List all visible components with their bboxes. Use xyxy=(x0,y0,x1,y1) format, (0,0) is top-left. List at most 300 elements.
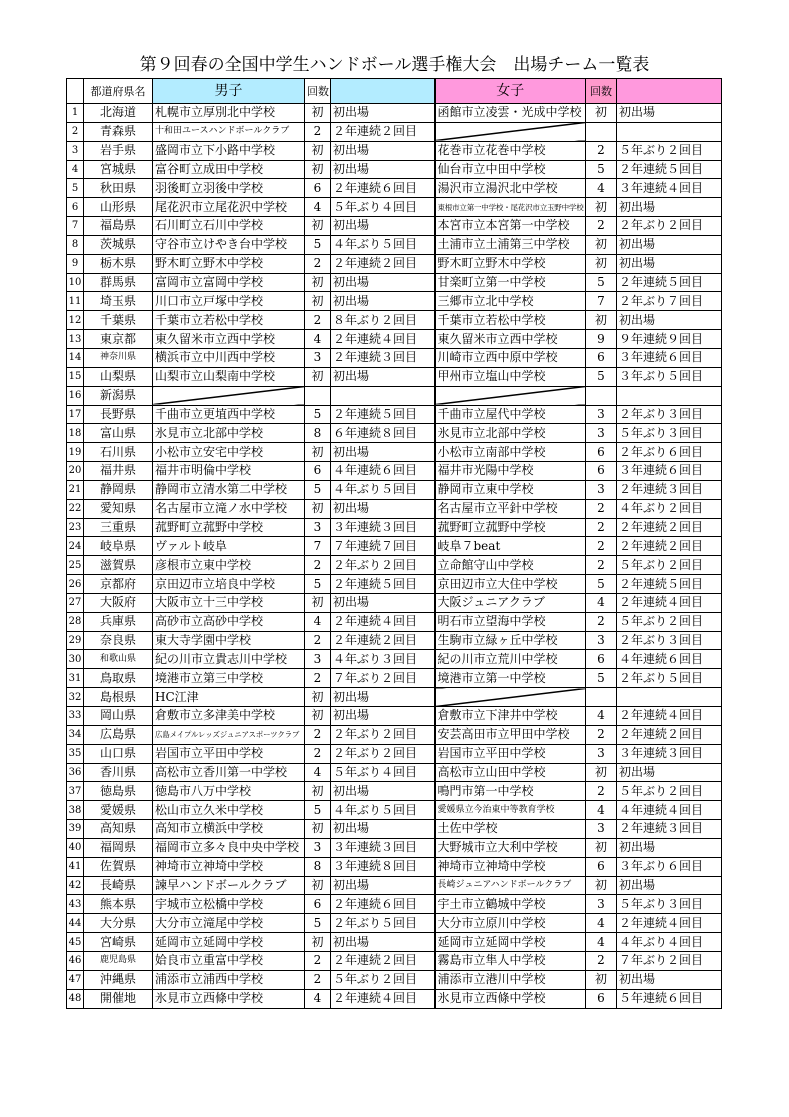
boys-count-cell: 8 xyxy=(305,424,331,443)
boys-team-cell: 野木町立野木中学校 xyxy=(153,254,305,273)
prefecture-cell: 石川県 xyxy=(84,443,153,462)
boys-team-cell: 菰野町立菰野中学校 xyxy=(153,518,305,537)
boys-count-cell: 4 xyxy=(305,198,331,217)
prefecture-cell: 徳島県 xyxy=(84,782,153,801)
row-number: 32 xyxy=(67,688,84,707)
prefecture-cell: 福井県 xyxy=(84,462,153,481)
girls-history-cell: ５年ぶり２回目 xyxy=(617,782,722,801)
prefecture-cell: 茨城県 xyxy=(84,235,153,254)
boys-count-cell: 6 xyxy=(305,179,331,198)
row-number: 30 xyxy=(67,650,84,669)
boys-history-cell: ３年連続８回目 xyxy=(331,857,435,876)
boys-count-cell: 5 xyxy=(305,801,331,820)
prefecture-cell: 鳥取県 xyxy=(84,669,153,688)
row-number: 38 xyxy=(67,801,84,820)
girls-history-cell: ３年連続３回目 xyxy=(617,744,722,763)
prefecture-cell: 山形県 xyxy=(84,198,153,217)
girls-count-cell: 4 xyxy=(586,707,617,726)
girls-history-cell: ３年連続６回目 xyxy=(617,462,722,481)
boys-count-cell: 4 xyxy=(305,763,331,782)
girls-count-cell: 4 xyxy=(586,914,617,933)
prefecture-cell: 福岡県 xyxy=(84,838,153,857)
boys-team-cell: 神埼市立神埼中学校 xyxy=(153,857,305,876)
prefecture-cell: 静岡県 xyxy=(84,480,153,499)
boys-count-cell: 8 xyxy=(305,857,331,876)
girls-count-cell: 2 xyxy=(586,725,617,744)
boys-team-cell: 千曲市立更埴西中学校 xyxy=(153,405,305,424)
boys-history-cell: 初出場 xyxy=(331,688,435,707)
girls-count-cell: 3 xyxy=(586,405,617,424)
header-girls-count: 回数 xyxy=(586,79,617,104)
prefecture-cell: 岩手県 xyxy=(84,141,153,160)
girls-team-cell: 仙台市立中田中学校 xyxy=(435,160,586,179)
table-row xyxy=(67,330,722,349)
row-number: 20 xyxy=(67,462,84,481)
prefecture-cell: 京都府 xyxy=(84,575,153,594)
boys-count-cell: 初 xyxy=(305,160,331,179)
girls-count-cell: 初 xyxy=(586,970,617,989)
girls-team-cell: 霧島市立隼人中学校 xyxy=(435,951,586,970)
boys-team-cell: 大阪市立十三中学校 xyxy=(153,593,305,612)
row-number: 34 xyxy=(67,725,84,744)
boys-history-cell: ５年ぶり４回目 xyxy=(331,763,435,782)
boys-team-cell: 東大寺学園中学校 xyxy=(153,631,305,650)
girls-team-cell: 名古屋市立平針中学校 xyxy=(435,499,586,518)
boys-history-cell: ４年連続６回目 xyxy=(331,462,435,481)
girls-team-cell: 宇土市立鶴城中学校 xyxy=(435,895,586,914)
girls-count-cell: 9 xyxy=(586,330,617,349)
girls-team-cell: 函館市立凌雲・光成中学校 xyxy=(435,104,586,123)
girls-count-cell: 3 xyxy=(586,744,617,763)
prefecture-cell: 山口県 xyxy=(84,744,153,763)
boys-count-cell: 5 xyxy=(305,914,331,933)
prefecture-cell: 奈良県 xyxy=(84,631,153,650)
row-number: 31 xyxy=(67,669,84,688)
prefecture-cell: 栃木県 xyxy=(84,254,153,273)
boys-count-cell: 4 xyxy=(305,989,331,1008)
girls-history-cell: ２年ぶり７回目 xyxy=(617,292,722,311)
girls-count-cell: 6 xyxy=(586,650,617,669)
girls-count-cell: 6 xyxy=(586,462,617,481)
prefecture-cell: 兵庫県 xyxy=(84,612,153,631)
girls-history-cell: ５年ぶり２回目 xyxy=(617,141,722,160)
prefecture-cell: 岐阜県 xyxy=(84,537,153,556)
prefecture-cell: 神奈川県 xyxy=(84,348,153,367)
boys-history-cell: ２年連続５回目 xyxy=(331,405,435,424)
boys-history-cell: 初出場 xyxy=(331,273,435,292)
girls-history-cell: ２年連続４回目 xyxy=(617,593,722,612)
boys-team-cell: 尾花沢市立尾花沢中学校 xyxy=(153,198,305,217)
row-number: 35 xyxy=(67,744,84,763)
boys-count-cell: 初 xyxy=(305,443,331,462)
girls-count-cell: 6 xyxy=(586,348,617,367)
girls-history-cell: ３年連続４回目 xyxy=(617,179,722,198)
table-row xyxy=(67,669,722,688)
table-row xyxy=(67,104,722,123)
prefecture-cell: 福島県 xyxy=(84,217,153,236)
boys-count-cell: 初 xyxy=(305,367,331,386)
boys-count-cell: 3 xyxy=(305,348,331,367)
table-row xyxy=(67,311,722,330)
boys-count-cell: 5 xyxy=(305,405,331,424)
table-row xyxy=(67,575,722,594)
boys-history-cell: 初出場 xyxy=(331,160,435,179)
table-row xyxy=(67,970,722,989)
boys-team-cell: 京田辺市立培良中学校 xyxy=(153,575,305,594)
boys-count-cell: 2 xyxy=(305,970,331,989)
row-number: 9 xyxy=(67,254,84,273)
row-number: 21 xyxy=(67,480,84,499)
row-number: 13 xyxy=(67,330,84,349)
row-number: 37 xyxy=(67,782,84,801)
boys-team-cell: 千葉市立若松中学校 xyxy=(153,311,305,330)
table-row xyxy=(67,480,722,499)
prefecture-cell: 大分県 xyxy=(84,914,153,933)
boys-history-cell: ２年連続２回目 xyxy=(331,254,435,273)
boys-team-cell: 川口市立戸塚中学校 xyxy=(153,292,305,311)
row-number: 26 xyxy=(67,575,84,594)
boys-history-cell: 初出場 xyxy=(331,443,435,462)
boys-team-cell: 広島メイプルレッズジュニアスポーツクラブ xyxy=(153,725,305,744)
table-row xyxy=(67,688,722,707)
boys-history-cell: 初出場 xyxy=(331,593,435,612)
header-girls-history xyxy=(617,79,722,104)
girls-count-cell: 初 xyxy=(586,104,617,123)
boys-count-cell: 6 xyxy=(305,462,331,481)
row-number: 25 xyxy=(67,556,84,575)
girls-history-cell: ３年ぶり５回目 xyxy=(617,367,722,386)
prefecture-cell: 高知県 xyxy=(84,820,153,839)
girls-count-cell: 5 xyxy=(586,367,617,386)
prefecture-cell: 東京都 xyxy=(84,330,153,349)
girls-count-cell: 2 xyxy=(586,499,617,518)
girls-team-cell: 岩国市立平田中学校 xyxy=(435,744,586,763)
boys-history-cell: ４年ぶり３回目 xyxy=(331,650,435,669)
girls-count-cell: 2 xyxy=(586,612,617,631)
row-number: 43 xyxy=(67,895,84,914)
row-number: 23 xyxy=(67,518,84,537)
boys-team-cell: 延岡市立延岡中学校 xyxy=(153,933,305,952)
boys-count-cell: 初 xyxy=(305,820,331,839)
girls-history-cell: ５年ぶり２回目 xyxy=(617,556,722,575)
prefecture-cell: 秋田県 xyxy=(84,179,153,198)
girls-team-cell: 長崎ジュニアハンドボールクラブ xyxy=(435,876,586,895)
girls-count-cell: 初 xyxy=(586,198,617,217)
girls-history-cell: ２年連続３回目 xyxy=(617,820,722,839)
girls-history-cell: ３年連続６回目 xyxy=(617,348,722,367)
girls-history-cell: ２年ぶり６回目 xyxy=(617,443,722,462)
boys-team-cell: 十和田ユースハンドボールクラブ xyxy=(153,122,305,141)
row-number: 40 xyxy=(67,838,84,857)
girls-count-cell: 5 xyxy=(586,273,617,292)
boys-history-cell: ３年連続３回目 xyxy=(331,838,435,857)
boys-history-cell: ２年連続４回目 xyxy=(331,330,435,349)
girls-team-cell: 大阪ジュニアクラブ xyxy=(435,593,586,612)
boys-history-cell: ７年連続７回目 xyxy=(331,537,435,556)
boys-team-cell: 札幌市立厚別北中学校 xyxy=(153,104,305,123)
prefecture-cell: 岡山県 xyxy=(84,707,153,726)
boys-history-cell: 初出場 xyxy=(331,707,435,726)
girls-team-cell: 安芸高田市立甲田中学校 xyxy=(435,725,586,744)
table-row xyxy=(67,744,722,763)
table-row xyxy=(67,725,722,744)
girls-history-cell: ２年連続２回目 xyxy=(617,725,722,744)
table-row xyxy=(67,612,722,631)
girls-team-cell: 明石市立望海中学校 xyxy=(435,612,586,631)
row-number: 7 xyxy=(67,217,84,236)
girls-count-cell: 初 xyxy=(586,254,617,273)
boys-team-cell: 名古屋市立滝ノ水中学校 xyxy=(153,499,305,518)
boys-count-cell: 2 xyxy=(305,669,331,688)
boys-team-cell: 彦根市立東中学校 xyxy=(153,556,305,575)
row-number: 15 xyxy=(67,367,84,386)
boys-count-cell: 3 xyxy=(305,838,331,857)
girls-team-cell: 延岡市立延岡中学校 xyxy=(435,933,586,952)
table-row xyxy=(67,179,722,198)
girls-history-cell: 初出場 xyxy=(617,838,722,857)
table-row xyxy=(67,838,722,857)
boys-team-cell xyxy=(153,386,305,405)
boys-team-cell: 盛岡市立下小路中学校 xyxy=(153,141,305,160)
boys-history-cell: ２年連続３回目 xyxy=(331,348,435,367)
prefecture-cell: 佐賀県 xyxy=(84,857,153,876)
girls-team-cell: 東根市立第一中学校・尾花沢市立玉野中学校 xyxy=(435,198,586,217)
boys-team-cell: 静岡市立清水第二中学校 xyxy=(153,480,305,499)
row-number: 12 xyxy=(67,311,84,330)
boys-team-cell: ヴァルト岐阜 xyxy=(153,537,305,556)
row-number: 47 xyxy=(67,970,84,989)
girls-team-cell: 静岡市立東中学校 xyxy=(435,480,586,499)
boys-count-cell: 4 xyxy=(305,612,331,631)
prefecture-cell: 和歌山県 xyxy=(84,650,153,669)
boys-history-cell: 初出場 xyxy=(331,292,435,311)
table-row xyxy=(67,951,722,970)
boys-team-cell: 紀の川市立貴志川中学校 xyxy=(153,650,305,669)
row-number: 10 xyxy=(67,273,84,292)
row-number: 48 xyxy=(67,989,84,1008)
table-row xyxy=(67,292,722,311)
boys-team-cell: 横浜市立中川西中学校 xyxy=(153,348,305,367)
boys-history-cell: 初出場 xyxy=(331,782,435,801)
table-row xyxy=(67,386,722,405)
table-row xyxy=(67,141,722,160)
table-row xyxy=(67,405,722,424)
boys-history-cell: ２年連続６回目 xyxy=(331,179,435,198)
girls-count-cell: 初 xyxy=(586,311,617,330)
girls-count-cell: 初 xyxy=(586,876,617,895)
boys-count-cell: 2 xyxy=(305,744,331,763)
boys-count-cell xyxy=(305,386,331,405)
prefecture-cell: 三重県 xyxy=(84,518,153,537)
table-row xyxy=(67,348,722,367)
girls-count-cell: 4 xyxy=(586,593,617,612)
table-row xyxy=(67,933,722,952)
boys-count-cell: 3 xyxy=(305,518,331,537)
prefecture-cell: 愛媛県 xyxy=(84,801,153,820)
boys-team-cell: 山梨市立山梨南中学校 xyxy=(153,367,305,386)
prefecture-cell: 沖縄県 xyxy=(84,970,153,989)
girls-history-cell: ９年連続９回目 xyxy=(617,330,722,349)
boys-count-cell: 初 xyxy=(305,292,331,311)
boys-team-cell: 福岡市立多々良中央中学校 xyxy=(153,838,305,857)
boys-history-cell: ２年連続２回目 xyxy=(331,122,435,141)
girls-count-cell: 2 xyxy=(586,951,617,970)
row-number: 5 xyxy=(67,179,84,198)
prefecture-cell: 宮城県 xyxy=(84,160,153,179)
boys-history-cell: 初出場 xyxy=(331,933,435,952)
girls-count-cell: 4 xyxy=(586,801,617,820)
girls-team-cell: 千葉市立若松中学校 xyxy=(435,311,586,330)
header-boys-history xyxy=(331,79,435,104)
girls-count-cell: 3 xyxy=(586,895,617,914)
row-number: 44 xyxy=(67,914,84,933)
girls-count-cell: 5 xyxy=(586,160,617,179)
row-number: 36 xyxy=(67,763,84,782)
girls-history-cell: 初出場 xyxy=(617,254,722,273)
boys-history-cell: 初出場 xyxy=(331,367,435,386)
boys-team-cell: 守谷市立けやき台中学校 xyxy=(153,235,305,254)
prefecture-cell: 埼玉県 xyxy=(84,292,153,311)
boys-count-cell: 2 xyxy=(305,254,331,273)
girls-history-cell: ５年ぶり３回目 xyxy=(617,424,722,443)
row-number: 14 xyxy=(67,348,84,367)
girls-team-cell: 京田辺市立大住中学校 xyxy=(435,575,586,594)
girls-team-cell: 大野城市立大利中学校 xyxy=(435,838,586,857)
boys-count-cell: 4 xyxy=(305,330,331,349)
row-number: 18 xyxy=(67,424,84,443)
boys-team-cell: 高砂市立高砂中学校 xyxy=(153,612,305,631)
row-number: 24 xyxy=(67,537,84,556)
girls-count-cell: 6 xyxy=(586,443,617,462)
girls-count-cell: 2 xyxy=(586,537,617,556)
row-number: 11 xyxy=(67,292,84,311)
boys-team-cell: 諫早ハンドボールクラブ xyxy=(153,876,305,895)
row-number: 4 xyxy=(67,160,84,179)
prefecture-cell: 開催地 xyxy=(84,989,153,1008)
table-row xyxy=(67,914,722,933)
boys-history-cell: ２年ぶり２回目 xyxy=(331,744,435,763)
girls-team-cell: 生駒市立緑ヶ丘中学校 xyxy=(435,631,586,650)
row-number: 46 xyxy=(67,951,84,970)
girls-history-cell: ２年連続５回目 xyxy=(617,575,722,594)
header-boys-count: 回数 xyxy=(305,79,331,104)
table-row xyxy=(67,367,722,386)
girls-count-cell: 2 xyxy=(586,782,617,801)
girls-history-cell: ５年ぶり２回目 xyxy=(617,612,722,631)
boys-team-cell: 高松市立香川第一中学校 xyxy=(153,763,305,782)
boys-count-cell: 5 xyxy=(305,480,331,499)
boys-count-cell: 初 xyxy=(305,782,331,801)
prefecture-cell: 千葉県 xyxy=(84,311,153,330)
girls-team-cell: 野木町立野木中学校 xyxy=(435,254,586,273)
row-number: 39 xyxy=(67,820,84,839)
table-row xyxy=(67,820,722,839)
girls-count-cell xyxy=(586,122,617,141)
boys-history-cell: 初出場 xyxy=(331,141,435,160)
table-row xyxy=(67,122,722,141)
row-number: 29 xyxy=(67,631,84,650)
girls-history-cell: ２年連続５回目 xyxy=(617,273,722,292)
girls-count-cell: 6 xyxy=(586,857,617,876)
girls-team-cell: 神埼市立神埼中学校 xyxy=(435,857,586,876)
table-row xyxy=(67,462,722,481)
boys-history-cell: 初出場 xyxy=(331,820,435,839)
girls-team-cell: 立命館守山中学校 xyxy=(435,556,586,575)
boys-history-cell: ２年ぶり２回目 xyxy=(331,556,435,575)
girls-team-cell: 倉敷市立下津井中学校 xyxy=(435,707,586,726)
girls-history-cell: ２年ぶり３回目 xyxy=(617,631,722,650)
prefecture-cell: 大阪府 xyxy=(84,593,153,612)
boys-team-cell: 福井市明倫中学校 xyxy=(153,462,305,481)
girls-team-cell: 境港市立第一中学校 xyxy=(435,669,586,688)
row-number: 17 xyxy=(67,405,84,424)
girls-count-cell: 3 xyxy=(586,631,617,650)
table-row xyxy=(67,443,722,462)
boys-history-cell: ３年連続３回目 xyxy=(331,518,435,537)
boys-history-cell: ７年ぶり２回目 xyxy=(331,669,435,688)
boys-count-cell: 初 xyxy=(305,933,331,952)
girls-count-cell: 2 xyxy=(586,556,617,575)
girls-count-cell: 2 xyxy=(586,217,617,236)
boys-history-cell: ４年ぶり５回目 xyxy=(331,235,435,254)
boys-history-cell: ２年連続４回目 xyxy=(331,612,435,631)
boys-history-cell: ２年連続６回目 xyxy=(331,895,435,914)
table-row xyxy=(67,876,722,895)
header-number xyxy=(67,79,84,104)
row-number: 16 xyxy=(67,386,84,405)
girls-team-cell: 小松市立南部中学校 xyxy=(435,443,586,462)
girls-team-cell xyxy=(435,688,586,707)
girls-team-cell: 千曲市立屋代中学校 xyxy=(435,405,586,424)
prefecture-cell: 青森県 xyxy=(84,122,153,141)
girls-team-cell: 大分市立原川中学校 xyxy=(435,914,586,933)
boys-count-cell: 初 xyxy=(305,593,331,612)
girls-history-cell: 初出場 xyxy=(617,104,722,123)
row-number: 22 xyxy=(67,499,84,518)
prefecture-cell: 広島県 xyxy=(84,725,153,744)
girls-team-cell: 愛媛県立今治東中等教育学校 xyxy=(435,801,586,820)
boys-history-cell: ２年ぶり５回目 xyxy=(331,914,435,933)
boys-team-cell: 姶良市立重富中学校 xyxy=(153,951,305,970)
row-number: 2 xyxy=(67,122,84,141)
row-number: 6 xyxy=(67,198,84,217)
boys-team-cell: 氷見市立北部中学校 xyxy=(153,424,305,443)
girls-history-cell: ３年ぶり６回目 xyxy=(617,857,722,876)
team-table xyxy=(66,78,722,1009)
row-number: 27 xyxy=(67,593,84,612)
table-row xyxy=(67,217,722,236)
girls-history-cell xyxy=(617,688,722,707)
boys-team-cell: 宇城市立松橋中学校 xyxy=(153,895,305,914)
prefecture-cell: 香川県 xyxy=(84,763,153,782)
prefecture-cell: 島根県 xyxy=(84,688,153,707)
boys-team-cell: 高知市立横浜中学校 xyxy=(153,820,305,839)
girls-history-cell: ５年ぶり３回目 xyxy=(617,895,722,914)
girls-history-cell: ４年ぶり４回目 xyxy=(617,933,722,952)
girls-count-cell: 3 xyxy=(586,424,617,443)
girls-team-cell: 土浦市立土浦第三中学校 xyxy=(435,235,586,254)
boys-count-cell: 5 xyxy=(305,575,331,594)
table-row xyxy=(67,235,722,254)
boys-history-cell: 初出場 xyxy=(331,499,435,518)
table-row xyxy=(67,424,722,443)
table-row xyxy=(67,198,722,217)
table-row xyxy=(67,782,722,801)
girls-history-cell: 初出場 xyxy=(617,763,722,782)
girls-count-cell: 7 xyxy=(586,292,617,311)
boys-history-cell: ４年ぶり５回目 xyxy=(331,801,435,820)
prefecture-cell: 山梨県 xyxy=(84,367,153,386)
